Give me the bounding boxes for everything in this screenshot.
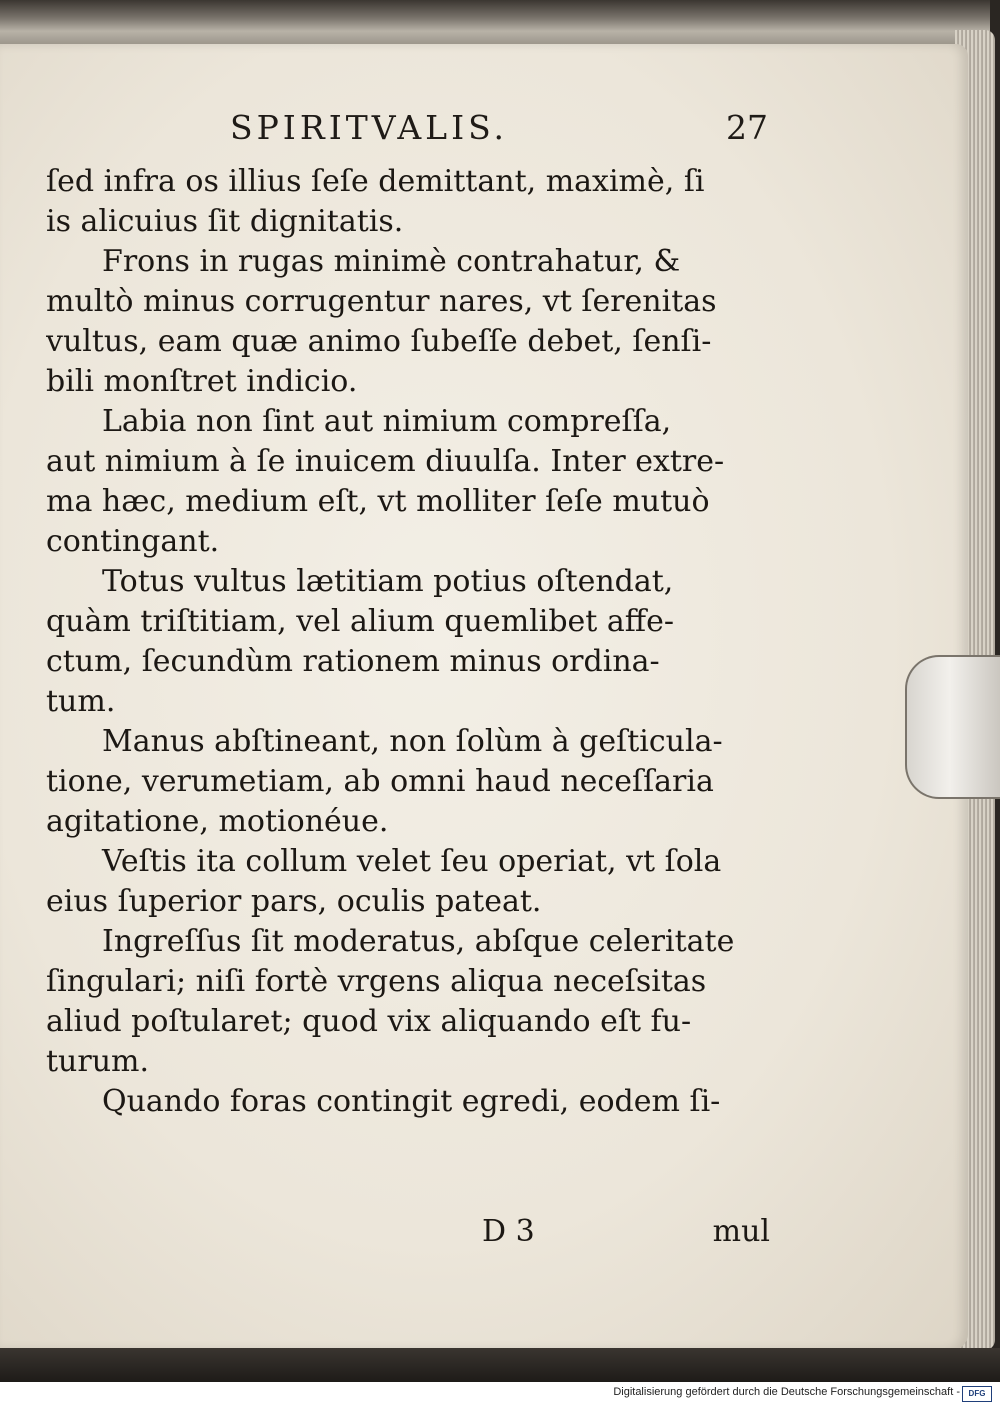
text-line: contingant. (46, 524, 220, 559)
text-line: tum. (46, 684, 116, 719)
text-line: Manus abſtineant, non ſolùm à geſticula- (102, 724, 723, 759)
text-line: Frons in rugas minimè contrahatur, & (102, 244, 681, 279)
body-text (46, 162, 776, 1122)
text-line: Labia non ſint aut nimium compreſſa, (102, 404, 672, 439)
book-bottom-edge (0, 1348, 1000, 1382)
text-line: Totus vultus lætitiam potius oſtendat, (102, 564, 674, 599)
text-line: Ingreſſus ſit moderatus, abſque celeritate (102, 924, 735, 959)
signature-mark: D 3 (482, 1214, 535, 1249)
text-line: ſingulari; niſi fortè vrgens aliqua neceſsitas (46, 964, 707, 999)
text-line: vultus, eam quæ animo ſubeſſe debet, ſenſi- (46, 324, 712, 359)
text-line: tione, verumetiam, ab omni haud neceſſaria (46, 764, 714, 799)
text-line: ctum, ſecundùm rationem minus ordina- (46, 644, 660, 679)
text-line: quàm triſtitiam, vel alium quemlibet affe- (46, 604, 674, 639)
text-line: aliud poſtularet; quod vix aliquando eſt fu- (46, 1004, 692, 1039)
page-footer (46, 1214, 776, 1258)
text-line: ma hæc, medium eſt, vt molliter ſeſe mutuò (46, 484, 710, 519)
text-line: multò minus corrugentur nares, vt ſerenitas (46, 284, 717, 319)
text-line: agitatione, motionéue. (46, 804, 389, 839)
book-clasp (905, 655, 1000, 799)
text-line: turum. (46, 1044, 150, 1079)
text-line: is alicuius ſit dignitatis. (46, 204, 404, 239)
text-line: bili monſtret indicio. (46, 364, 358, 399)
text-line: Veſtis ita collum velet ſeu operiat, vt ſola (102, 844, 722, 879)
credit-text: Digitalisierung gefördert durch die Deutsche Forschungsgemeinschaft - (613, 1386, 960, 1398)
running-head: SPIRITVALIS. (230, 108, 509, 147)
page-number: 27 (726, 108, 768, 147)
text-line: ſed infra os illius ſeſe demittant, maximè, ſi (46, 164, 705, 199)
credit-bar (0, 1382, 1000, 1404)
text-line: eius ſuperior pars, oculis pateat. (46, 884, 542, 919)
text-line: Quando foras contingit egredi, eodem ſi- (102, 1084, 721, 1119)
text-line: aut nimium à ſe inuicem diuulſa. Inter extre- (46, 444, 725, 479)
dfg-logo-icon: DFG (962, 1386, 992, 1402)
page-header (230, 108, 790, 158)
catchword: mul (712, 1214, 770, 1249)
